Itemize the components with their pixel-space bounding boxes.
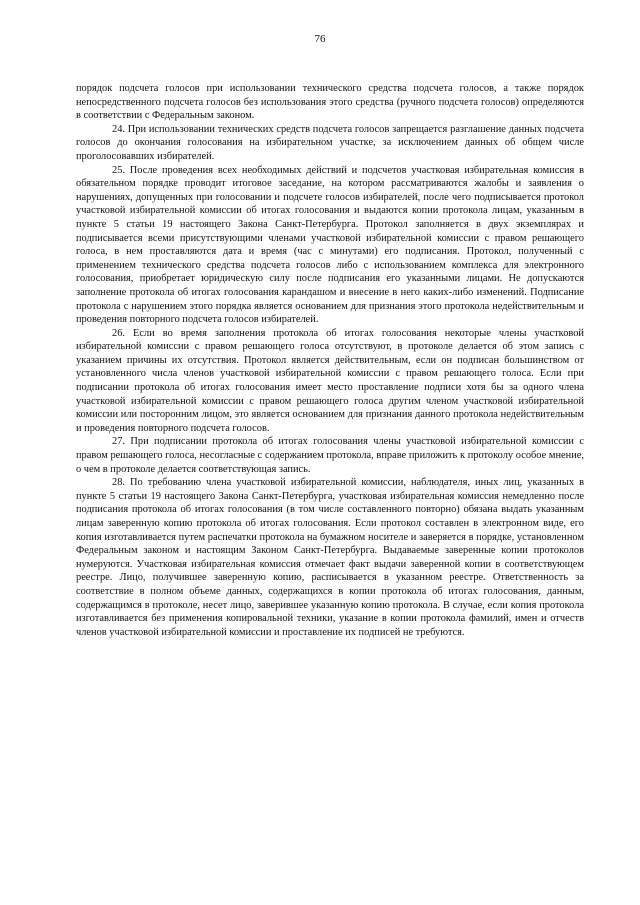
paragraph-27: 27. При подписании протокола об итогах голосования члены участковой избирательной комиссии с правом решающего голоса, несогласные с содержанием протокола, вправе приложить к протоколу особое мнение, о чем в протоколе делается соответствующая запись. <box>76 436 584 475</box>
paragraph-25: 25. После проведения всех необходимых действий и подсчетов участковая избирательная комиссия в обязательном порядке проводит итоговое заседание, на котором рассматриваются жалобы и заявления о нарушениях, допущенных при голосовании и подсчете голосов избирателей, после чего подписывается протокол участковой избирательной комиссии об итогах голосования и выдаются копии протокола лицам, указанным в пункте 5 статьи 19 настоящего Закона Санкт-Петербурга. Протокол заполняется в двух экземплярах и подписывается всеми присутствующими членами участковой избирательной комиссии с правом решающего голоса, в нем проставляются дата и время (час с минутами) его подписания. Протокол, полученный с применением технического средства подсчета голосов либо с использованием комплекса для электронного голосования, приобретает юридическую силу после подписания его указанными лицами. Не допускаются заполнение протокола об итогах голосования карандашом и внесение в него каких-либо изменений. Подписание протокола с нарушением этого порядка является основанием для признания этого протокола недействительным и проведения повторного подсчета голосов избирателей. <box>76 164 584 326</box>
paragraph-26: 26. Если во время заполнения протокола об итогах голосования некоторые члены участковой избирательной комиссии с правом решающего голоса отсутствуют, в протоколе делается об этом запись с указанием причины их отсутствия. Протокол является действительным, если он подписан большинством от установленного числа членов участковой избирательной комиссии с правом решающего голоса. Если при подписании протокола об итогах голосования имеет место проставление подписи хотя бы за одного члена участковой избирательной комиссии с правом решающего голоса другим членом участковой избирательной комиссии или посторонним лицом, это является основанием для признания данного протокола недействительным и проведения повторного подсчета голосов. <box>76 327 584 434</box>
paragraph-continuation: порядок подсчета голосов при использовании технического средства подсчета голосов, а также порядок непосредственного подсчета голосов без использования этого средства (ручного подсчета голосов) определяются в соответствии с Федеральным законом. <box>76 83 584 122</box>
page-number: 76 <box>314 33 326 45</box>
paragraph-28: 28. По требованию члена участковой избирательной комиссии, наблюдателя, иных лиц, указанных в пункте 5 статьи 19 настоящего Закона Санкт-Петербурга, участковая избирательная комиссия немедленно после подписания протокола об итогах голосования (в том числе составленного повторно) обязана выдать указанным лицам заверенную копию протокола об итогах голосования. Если протокол составлен в электронном виде, его копия изготавливается путем распечатки протокола на бумажном носителе и заверяется в порядке, установленном Федеральным законом и настоящим Законом Санкт-Петербурга. Выдаваемые заверенные копии протоколов нумеруются. Участковая избирательная комиссия отмечает факт выдачи заверенной копии в соответствующем реестре. Лицо, получившее заверенную копию, расписывается в указанном реестре. Ответственность за соответствие в полном объеме данных, содержащихся в копии протокола об итогах голосования, данным, содержащимся в протоколе, несет лицо, заверившее указанную копию протокола. В случае, если копия протокола изготавливается без применения копировальной техники, указание в копии протокола фамилий, имен и отчеств членов участковой избирательной комиссии и проставление их подписей не требуются. <box>76 477 584 638</box>
paragraph-24: 24. При использовании технических средств подсчета голосов запрещается разглашение данных подсчета голосов до окончания голосования на избирательном участке, за исключением данных об общем числе проголосовавших избирателей. <box>76 123 584 162</box>
document-body <box>76 82 584 639</box>
